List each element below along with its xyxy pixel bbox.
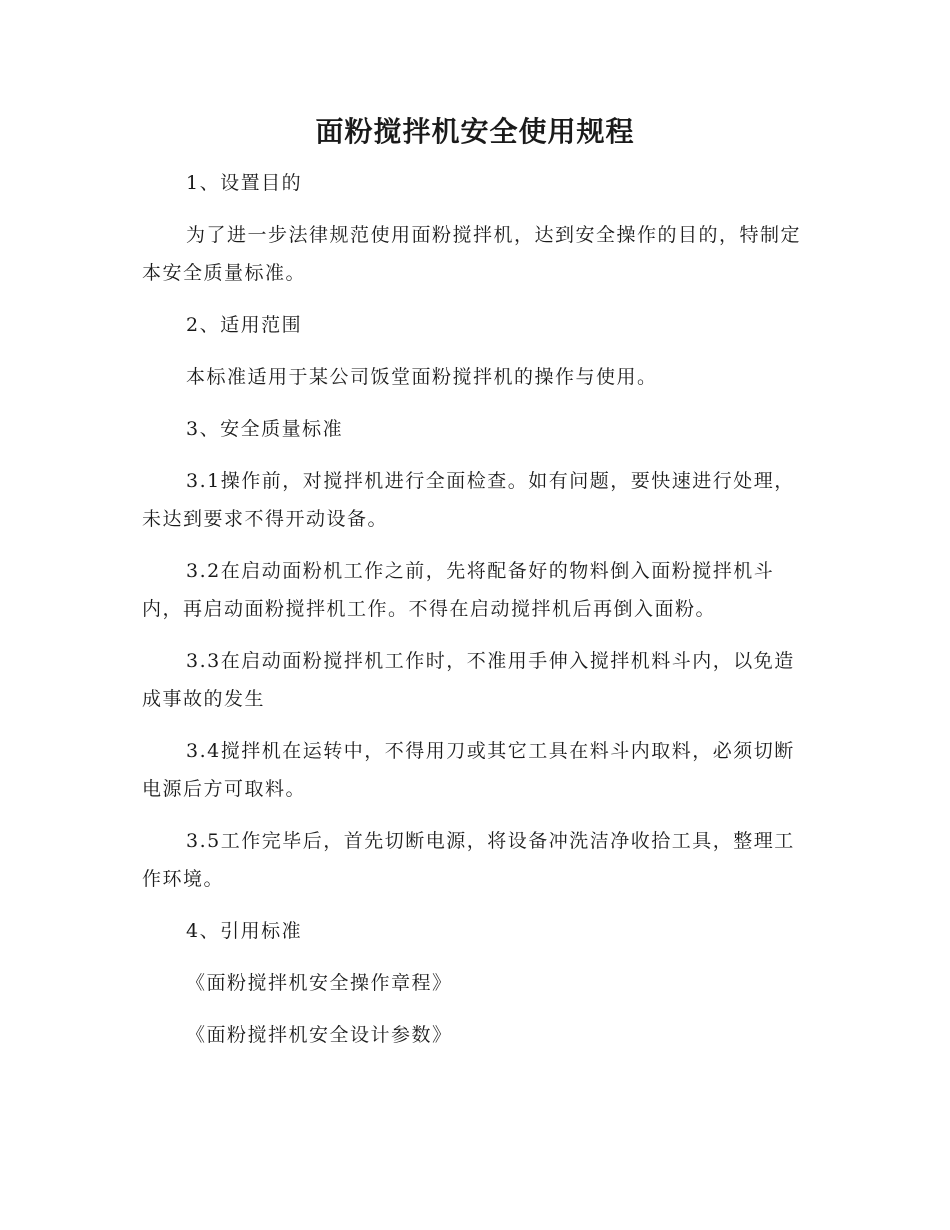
paragraph-purpose: 为了进一步法律规范使用面粉搅拌机，达到安全操作的目的，特制定本安全质量标准。 [142,224,802,284]
paragraph-3-4: 3.4搅拌机在运转中，不得用刀或其它工具在料斗内取料，必须切断电源后方可取料。 [142,740,795,800]
paragraph-3-2: 3.2在启动面粉机工作之前，先将配备好的物料倒入面粉搅拌机斗内，再启动面粉搅拌机工作。不得在启动搅拌机后再倒入面粉。 [142,560,775,620]
paragraph-3-5: 3.5工作完毕后，首先切断电源，将设备冲洗洁净收拾工具，整理工作环境。 [142,830,795,890]
heading-standards: 3、安全质量标准 [186,418,344,440]
reference-item: 《面粉搅拌机安全设计参数》 [186,1024,453,1046]
paragraph-scope: 本标准适用于某公司饭堂面粉搅拌机的操作与使用。 [186,366,658,388]
heading-references: 4、引用标准 [186,920,303,942]
heading-purpose: 1、设置目的 [186,172,303,194]
document-title: 面粉搅拌机安全使用规程 [315,115,635,148]
heading-scope: 2、适用范围 [186,314,303,336]
reference-item: 《面粉搅拌机安全操作章程》 [186,972,453,994]
paragraph-3-3: 3.3在启动面粉搅拌机工作时，不准用手伸入搅拌机料斗内，以免造成事故的发生 [142,650,795,710]
paragraph-3-1: 3.1操作前，对搅拌机进行全面检查。如有问题，要快速进行处理，未达到要求不得开动设备。 [142,470,795,530]
